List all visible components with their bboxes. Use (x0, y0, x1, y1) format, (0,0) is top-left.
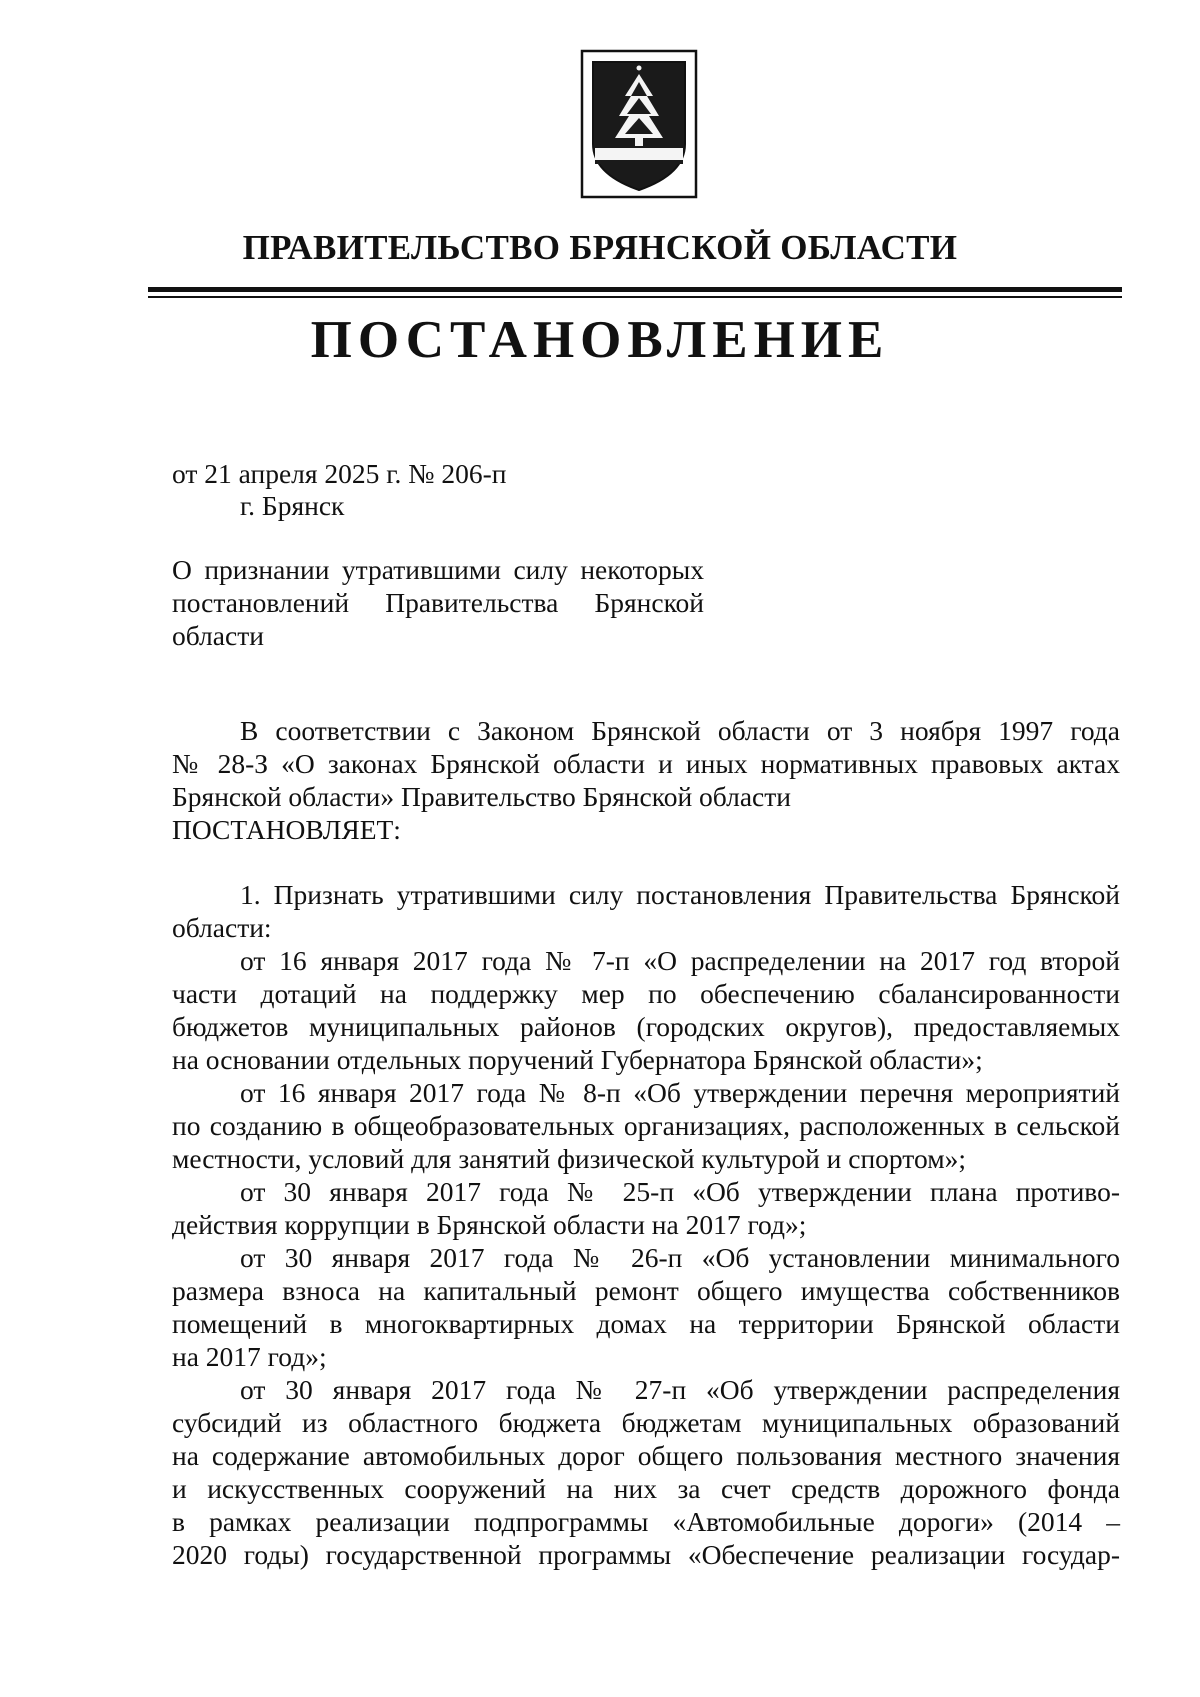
date-number: от 21 апреля 2025 г. № 206-п (172, 458, 507, 489)
header-divider-thin (148, 296, 1122, 298)
preamble-line: В соответствии с Законом Брянской области от 3 ноября 1997 года (240, 715, 1120, 746)
body-line: от 30 января 2017 года № 26-п «Об установлении минимального (240, 1242, 1120, 1273)
header-divider-thick (148, 287, 1122, 292)
body-line: размера взноса на капитальный ремонт общего имущества собственников (172, 1275, 1120, 1306)
body-line: на содержание автомобильных дорог общего пользования местного значения (172, 1440, 1120, 1471)
preamble-line: № 28-З «О законах Брянской области и иных нормативных правовых актах (172, 748, 1120, 779)
subject-line-1: О признании утратившими силу некоторых (172, 554, 704, 585)
body-line: 2020 годы) государственной программы «Обеспечение реализации государ- (172, 1539, 1120, 1570)
body-line: от 30 января 2017 года № 25-п «Об утверждении плана противо- (240, 1176, 1120, 1207)
document-type-title: ПОСТАНОВЛЕНИЕ (310, 311, 890, 369)
body-line: от 16 января 2017 года № 7-п «О распределении на 2017 год второй (240, 945, 1120, 976)
preamble-line: Брянской области» Правительство Брянской области (172, 781, 791, 812)
body-line: на 2017 год»; (172, 1341, 327, 1372)
body-line: от 16 января 2017 года № 8-п «Об утверждении перечня мероприятий (240, 1077, 1120, 1108)
coat-of-arms-icon (579, 48, 699, 200)
body-line: местности, условий для занятий физической культурой и спортом»; (172, 1143, 966, 1174)
government-title: ПРАВИТЕЛЬСТВО БРЯНСКОЙ ОБЛАСТИ (242, 228, 958, 267)
body-line: действия коррупции в Брянской области на 2017 год»; (172, 1209, 807, 1240)
city: г. Брянск (240, 490, 345, 521)
body-line: бюджетов муниципальных районов (городских округов), предоставляемых (172, 1011, 1120, 1042)
body-line: субсидий из областного бюджета бюджетам муниципальных образований (172, 1407, 1120, 1438)
body-line: по созданию в общеобразовательных организациях, расположенных в сельской (172, 1110, 1120, 1141)
body-line: в рамках реализации подпрограммы «Автомобильные дороги» (2014 – (172, 1506, 1120, 1537)
body-line: на основании отдельных поручений Губернатора Брянской области»; (172, 1044, 983, 1075)
body-line: части дотаций на поддержку мер по обеспечению сбалансированности (172, 978, 1120, 1009)
body-line: области: (172, 912, 272, 943)
body-line: 1. Признать утратившими силу постановления Правительства Брянской (240, 879, 1120, 910)
body-line: помещений в многоквартирных домах на территории Брянской области (172, 1308, 1120, 1339)
body-line: и искусственных сооружений на них за счет средств дорожного фонда (172, 1473, 1120, 1504)
preamble-decree-word: ПОСТАНОВЛЯЕТ: (172, 814, 401, 845)
subject-line-2: постановлений Правительства Брянской (172, 587, 704, 618)
subject-line-3: области (172, 620, 264, 651)
body-line: от 30 января 2017 года № 27-п «Об утверждении распределения (240, 1374, 1120, 1405)
